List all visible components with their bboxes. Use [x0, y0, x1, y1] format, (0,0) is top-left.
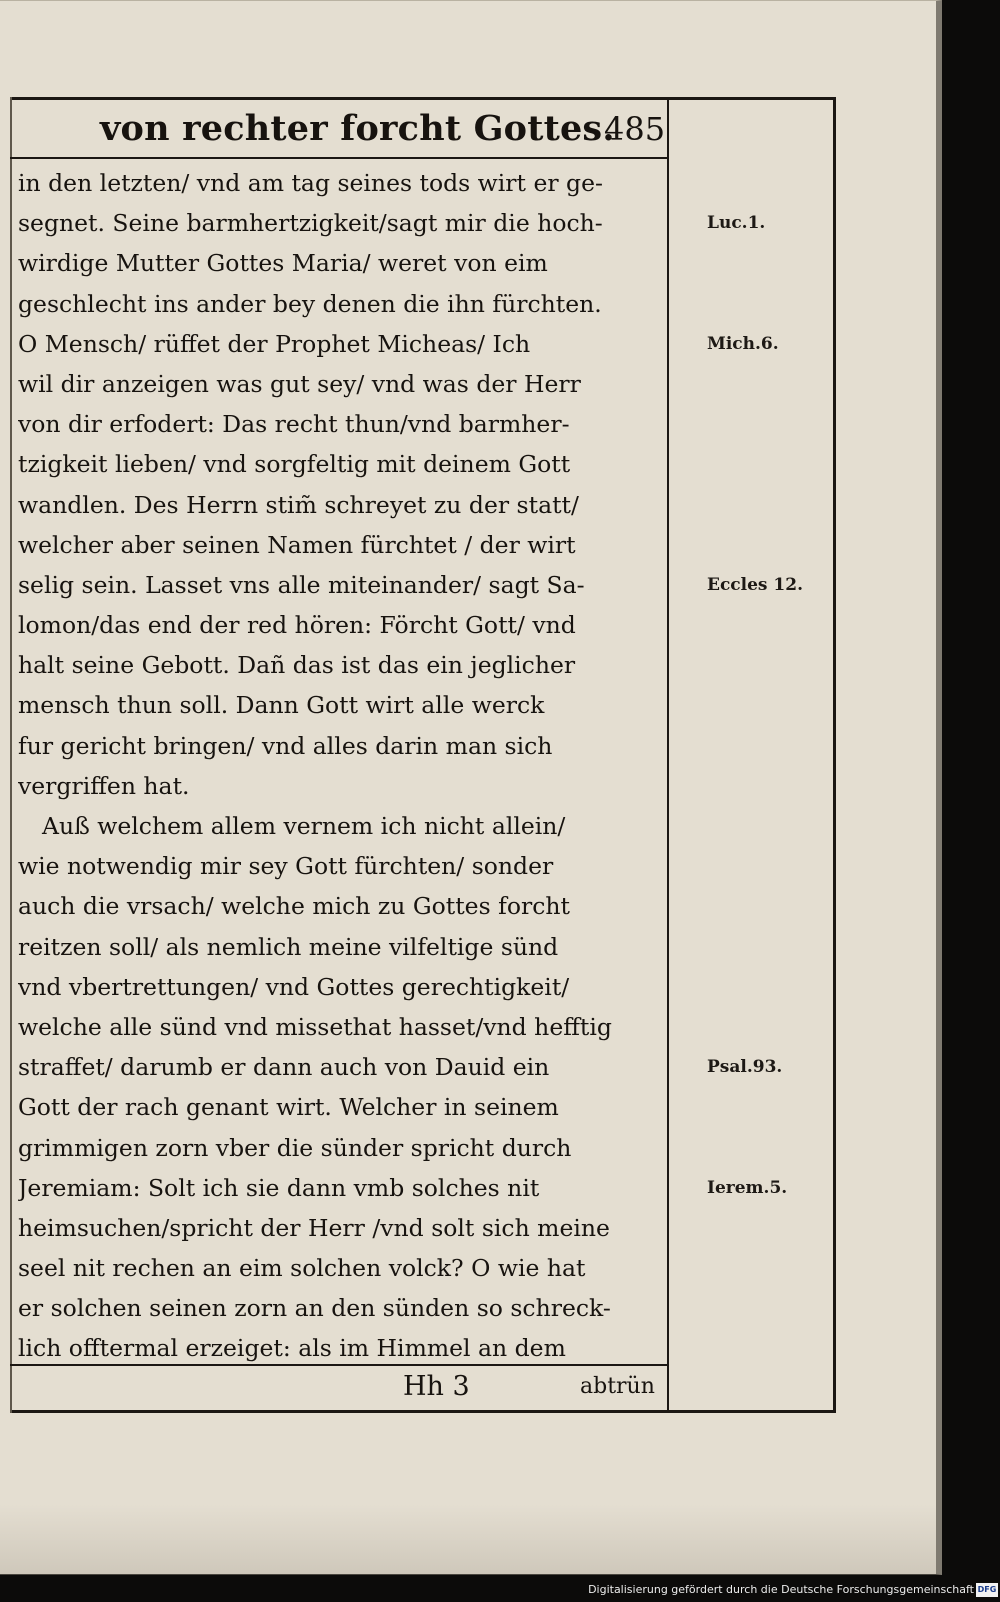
text-line: lich offtermal erzeiget: als im Himmel an dem — [18, 1334, 566, 1363]
text-line: Auß welchem allem vernem ich nicht allein/ — [42, 812, 566, 840]
margin-note: Luc.1. — [707, 213, 766, 234]
header-rule — [10, 157, 668, 159]
digitization-credit: Digitalisierung gefördert durch die Deutsche Forschungsgemeinschaft — [588, 1583, 974, 1596]
body-text — [18, 163, 663, 1369]
text-line: heimsuchen/spricht der Herr /vnd solt sich meine — [18, 1213, 610, 1242]
text-line: wie notwendig mir sey Gott fürchten/ sonder — [18, 852, 554, 881]
text-line: straffet/ darumb er dann auch von Dauid ein — [18, 1053, 550, 1082]
text-line: Jeremiam: Solt ich sie dann vmb solches nit — [18, 1173, 540, 1202]
margin-note: Mich.6. — [707, 333, 779, 354]
text-line: O Mensch/ rüffet der Prophet Micheas/ Ich — [18, 329, 531, 358]
text-line: Gott der rach genant wirt. Welcher in seinem — [18, 1093, 559, 1122]
frame-right-rule — [833, 97, 836, 1413]
signature-mark: Hh 3 — [403, 1371, 470, 1402]
text-line: grimmigen zorn vber die sünder spricht durch — [18, 1133, 572, 1162]
text-line: welche alle sünd vnd missethat hasset/vnd hefftig — [18, 1012, 612, 1041]
text-line: selig sein. Lasset vns alle miteinander/ sagt Sa- — [18, 570, 585, 599]
text-line: von dir erfodert: Das recht thun/vnd barmher- — [18, 410, 570, 439]
catchword: abtrün — [580, 1374, 655, 1399]
text-line: lomon/das end der red hören: Förcht Gott/ vnd — [18, 611, 576, 640]
margin-note: Eccles 12. — [707, 575, 803, 595]
text-line: er solchen seinen zorn an den sünden so schreck- — [18, 1294, 611, 1323]
frame-top-rule — [10, 97, 836, 100]
running-head: von rechter forcht Gottes. — [100, 108, 615, 149]
text-line: wandlen. Des Herrn stim̃ schreyet zu der statt/ — [18, 490, 579, 519]
text-line: vnd vbertrettungen/ vnd Gottes gerechtigkeit/ — [18, 972, 570, 1001]
text-line: auch die vrsach/ welche mich zu Gottes forcht — [18, 892, 570, 921]
frame-bottom-rule — [10, 1410, 836, 1413]
text-line: welcher aber seinen Namen fürchtet / der wirt — [18, 530, 576, 559]
text-line: tzigkeit lieben/ vnd sorgfeltig mit deinem Gott — [18, 450, 571, 479]
margin-column-rule — [667, 97, 669, 1413]
text-line: wil dir anzeigen was gut sey/ vnd was der Herr — [18, 369, 581, 398]
text-line: reitzen soll/ als nemlich meine vilfeltige sünd — [18, 932, 559, 961]
dfg-logo: DFG — [976, 1583, 998, 1597]
text-line: halt seine Gebott. Dañ das ist das ein jeglicher — [18, 651, 576, 680]
text-line: mensch thun soll. Dann Gott wirt alle werck — [18, 691, 545, 720]
margin-note: Ierem.5. — [707, 1178, 788, 1198]
text-line: in den letzten/ vnd am tag seines tods wirt er ge- — [18, 169, 603, 197]
page-number: 485 — [604, 110, 666, 148]
text-line: wirdige Mutter Gottes Maria/ weret von eim — [18, 249, 548, 278]
margin-note: Psal.93. — [707, 1057, 783, 1078]
text-line: fur gericht bringen/ vnd alles darin man sich — [18, 731, 553, 760]
text-line: vergriffen hat. — [18, 771, 190, 800]
text-line: geschlecht ins ander bey denen die ihn fürchten. — [18, 289, 602, 318]
text-line: seel nit rechen an eim solchen volck? O wie hat — [18, 1254, 586, 1283]
text-line: segnet. Seine barmhertzigkeit/sagt mir die hoch- — [18, 209, 603, 238]
frame-left-rule — [10, 97, 12, 1413]
